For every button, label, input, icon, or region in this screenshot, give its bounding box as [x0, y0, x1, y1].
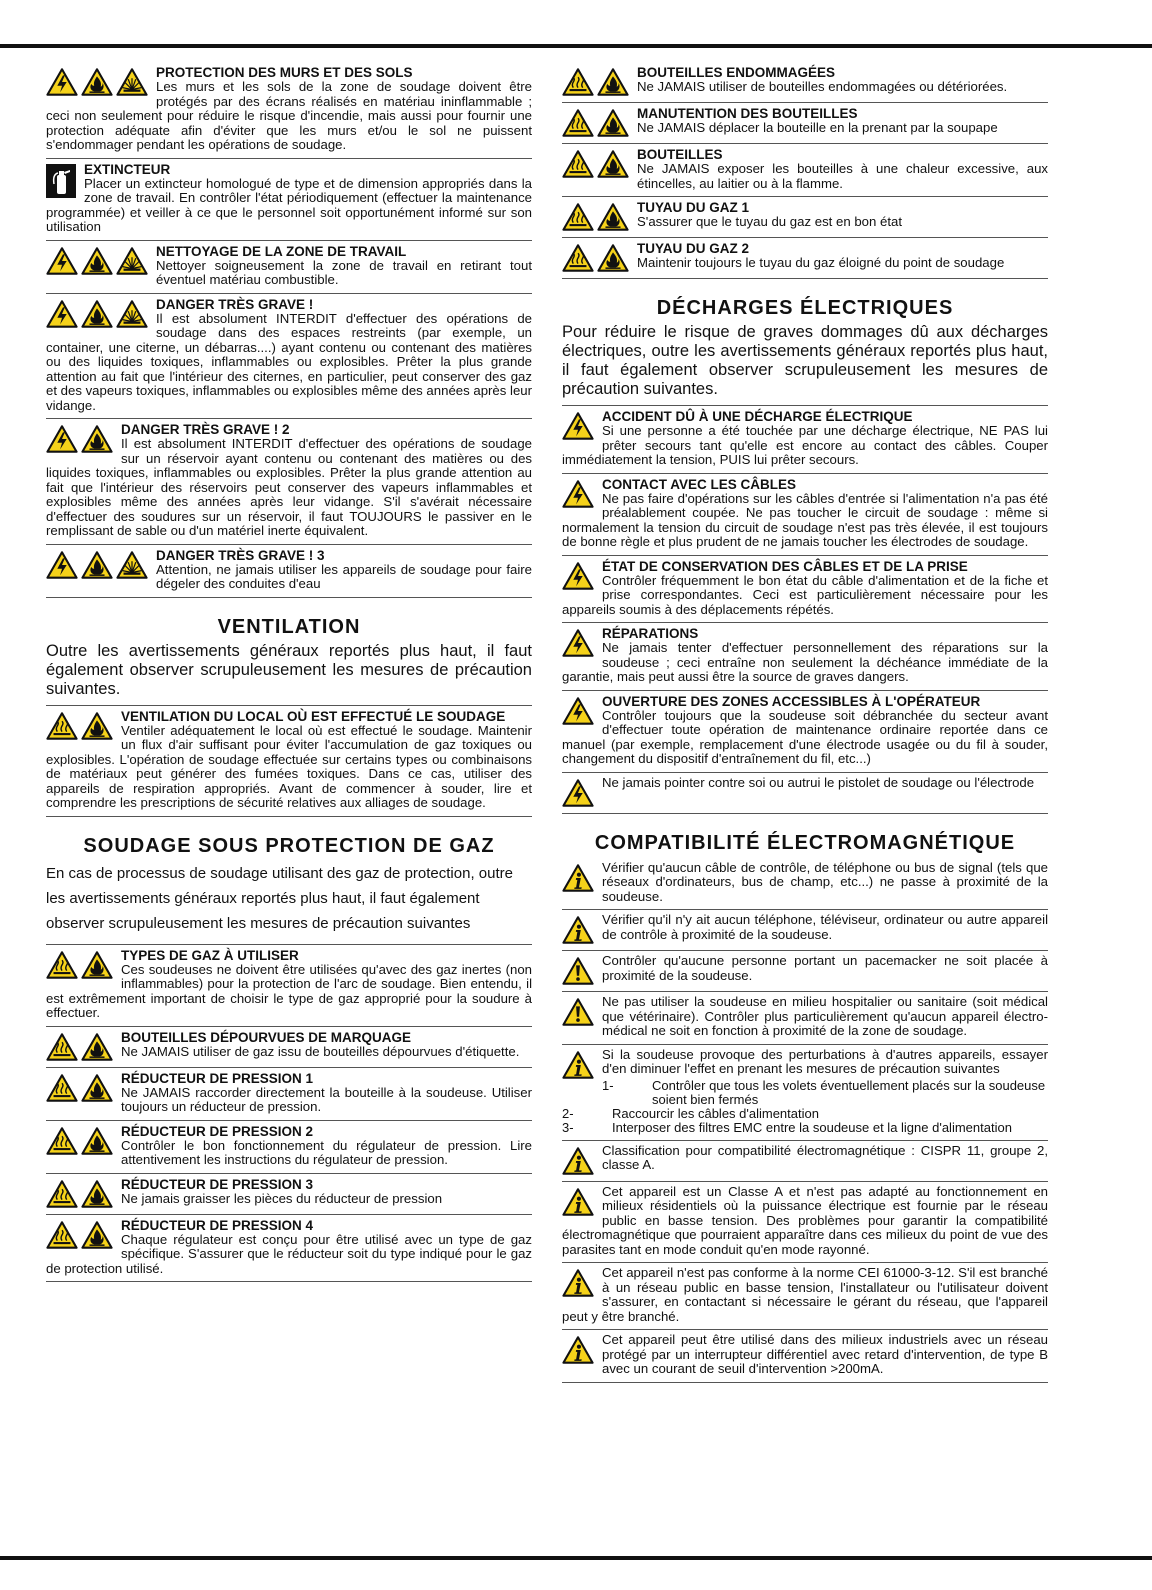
warning-title: RÉDUCTEUR DE PRESSION 3 — [121, 1176, 314, 1192]
warning-block — [562, 1045, 1048, 1141]
electric-hazard-icon — [46, 550, 78, 580]
warning-text: Cet appareil est un Classe A et n'est pas adapté au fonctionnement en milieux résidentiels où la puissance électrique est fournie par le réseau public en basse tension. Des problèmes pour garantir la compatibilité électromagnétique que pourraient apparaître dans ces milieux du point de vue des parasites tant en mode conduit qu'en mode rayonné. — [562, 1183, 1048, 1257]
list-item — [562, 1107, 1048, 1121]
warning-text: Contrôler fréquemment le bon état du câble d'alimentation et de la fiche et prise correspondantes. Ceci est particulièrement nécessaire pour les appareils soumis à des déplacements répétés. — [562, 572, 1048, 617]
warning-title: EXTINCTEUR — [84, 161, 171, 177]
fire-hazard-icon — [597, 202, 629, 232]
warning-icons — [562, 1146, 594, 1176]
list-item-text: Interposer des filtres EMC entre la soudeuse et la ligne d'alimentation — [612, 1119, 1012, 1135]
warning-text: Il est absolument INTERDIT d'effectuer des opérations de soudage sur un réservoir ayant contenu ou contenant des matières ou des liquides toxiques, inflammables ou explosibles. Prêter la plus grande attention au fait que l'intérieur des réservoirs peut conserver des vapeurs inflammables et explosibles même des années après leur vidange. S'il s'avérait nécessaire d'effectuer des soudures sur un réservoir, il faut TOUJOURS le passiver en le remplissant de sable ou d'un matériel inerte équivalent. — [46, 436, 532, 538]
warning-block — [46, 419, 532, 545]
warning-exclamation-icon — [562, 956, 594, 986]
warning-icons — [46, 711, 113, 741]
warning-icons — [46, 1179, 113, 1209]
warning-title: VENTILATION DU LOCAL OÙ EST EFFECTUÉ LE SOUDAGE — [121, 708, 506, 724]
warning-icons — [46, 1220, 113, 1250]
warning-icons — [46, 246, 148, 276]
hot-surface-icon — [46, 1032, 78, 1062]
section-heading: DÉCHARGES ÉLECTRIQUES — [656, 297, 954, 319]
warning-block — [46, 1121, 532, 1174]
warning-block — [562, 951, 1048, 992]
warning-text: Les murs et les sols de la zone de soudage doivent être protégés par des écrans réalisés en matériau ininflammable ; ceci non seulement pour réduire le risque d'incendie, mais aussi pour fournir une protection adéquate afin d'éviter que les murs et/ou le sol ne puissent s'endommager pendant les opérations de soudage. — [46, 79, 532, 152]
section-gap — [562, 814, 1048, 828]
section-heading: VENTILATION — [217, 615, 361, 638]
warning-text: Vérifier qu'il n'y ait aucun téléphone, téléviseur, ordinateur ou autre appareil de contrôle à proximité de la soudeuse. — [602, 912, 1048, 942]
section-intro: Outre les avertissements généraux reportés plus haut, il faut également observer scrupuleusement les mesures de précaution suivantes. — [46, 642, 532, 706]
warning-icons — [562, 997, 594, 1027]
fire-hazard-icon — [81, 711, 113, 741]
warning-title: PROTECTION DES MURS ET DES SOLS — [156, 65, 413, 80]
fire-hazard-icon — [597, 67, 629, 97]
warning-block — [46, 706, 532, 817]
warning-block — [562, 62, 1048, 103]
warning-text: Il est absolument INTERDIT d'effectuer des opérations de soudage dans des espaces restreints (par exemple, un container, une citerne, un débarras....) ayant contenu ou contenant des matières ou des liquides toxiques, inflammables ou explosibles. Prêter la plus grande attention au fait que l'intérieur des citernes, en particulier, peut conserver des gaz et des vapeurs toxiques, inflammables ou explosibles même des années après leur vidange. — [46, 310, 532, 413]
warning-title: DANGER TRÈS GRAVE ! — [156, 296, 314, 312]
warning-block — [562, 406, 1048, 474]
fire-hazard-icon — [81, 1126, 113, 1156]
measures-list — [562, 1079, 1048, 1135]
warning-icons — [46, 1073, 113, 1103]
warning-block — [46, 294, 532, 420]
warning-block — [46, 1215, 532, 1283]
warning-block — [562, 992, 1048, 1045]
section-gap — [46, 817, 532, 831]
electric-hazard-icon — [562, 696, 594, 726]
warning-icons — [46, 550, 148, 580]
electric-hazard-icon — [562, 628, 594, 658]
electric-hazard-icon — [46, 246, 78, 276]
hot-surface-icon — [46, 1220, 78, 1250]
warning-block — [562, 910, 1048, 951]
warning-title: BOUTEILLES — [637, 147, 723, 162]
warning-block — [562, 1182, 1048, 1264]
warning-title: TUYAU DU GAZ 2 — [637, 241, 750, 256]
electric-hazard-icon — [562, 561, 594, 591]
warning-icons — [562, 1187, 594, 1217]
warning-text: Placer un extincteur homologué de type et de dimension appropriés dans la zone de travail. En contrôler l'état périodiquement (effectuer la maintenance programmée) et veiller à ce que le personnel soit opportunément informé sur son utilisation — [46, 175, 532, 234]
electric-hazard-icon — [46, 67, 78, 97]
left-column — [46, 62, 532, 1282]
warning-text: Maintenir toujours le tuyau du gaz éloigné du point de soudage — [637, 255, 1005, 270]
warning-icons — [46, 1126, 113, 1156]
warning-text: Ne jamais pointer contre soi ou autrui le pistolet de soudage ou l'électrode — [602, 774, 1035, 790]
warning-title: NETTOYAGE DE LA ZONE DE TRAVAIL — [156, 243, 407, 259]
warning-text: Chaque régulateur est conçu pour être utilisé avec un type de gaz spécifique. S'assurer que le réducteur soit du type indiqué pour le gaz de protection utilisé. — [46, 1231, 532, 1276]
warning-block — [562, 1330, 1048, 1383]
warning-icons — [46, 299, 148, 329]
warning-block — [46, 62, 532, 159]
warning-block — [46, 1068, 532, 1121]
section-gap — [46, 598, 532, 612]
warning-text: Si la soudeuse provoque des perturbations à d'autres appareils, essayer d'en diminuer l'effet en prenant les mesures de précaution suivantes — [602, 1046, 1048, 1076]
fire-hazard-icon — [81, 299, 113, 329]
warning-title: TUYAU DU GAZ 1 — [637, 200, 750, 215]
explosion-hazard-icon — [116, 550, 148, 580]
fire-hazard-icon — [597, 243, 629, 273]
hot-surface-icon — [46, 1126, 78, 1156]
hot-surface-icon — [562, 108, 594, 138]
warning-block — [562, 144, 1048, 197]
warning-text: Ne JAMAIS exposer les bouteilles à une chaleur excessive, aux étincelles, au laitier ou à la flamme. — [637, 161, 1048, 191]
warning-title: RÉDUCTEUR DE PRESSION 2 — [121, 1123, 314, 1139]
fire-hazard-icon — [81, 1032, 113, 1062]
warning-text: Attention, ne jamais utiliser les appareils de soudage pour faire dégeler des conduites d'eau — [156, 561, 532, 591]
warning-icons — [562, 778, 594, 808]
fire-hazard-icon — [81, 950, 113, 980]
warning-icons — [562, 411, 594, 441]
electric-hazard-icon — [562, 479, 594, 509]
warning-block — [46, 1027, 532, 1068]
info-icon — [562, 1187, 594, 1217]
electric-hazard-icon — [562, 411, 594, 441]
warning-title: OUVERTURE DES ZONES ACCESSIBLES À L'OPÉRATEUR — [602, 693, 981, 709]
warning-icons — [46, 164, 76, 198]
warning-title: DANGER TRÈS GRAVE ! 2 — [121, 422, 290, 437]
warning-text: S'assurer que le tuyau du gaz est en bon état — [637, 214, 902, 229]
info-icon — [562, 863, 594, 893]
info-icon — [562, 915, 594, 945]
section-intro: Pour réduire le risque de graves dommages dû aux décharges électriques, outre les avertissements généraux reportés plus haut, il faut également observer scrupuleusement les mesures de précaution suivantes. — [562, 323, 1048, 406]
warning-block — [562, 773, 1048, 814]
warning-block — [562, 1263, 1048, 1330]
warning-icons — [562, 1268, 594, 1298]
list-item — [602, 1079, 1048, 1107]
warning-text: Ne jamais tenter d'effectuer personnellement des réparations sur la soudeuse ; ceci entraîne non seulement la déchéance immédiate de la garantie, mais peut aussi être la source de graves dangers. — [562, 640, 1048, 684]
warning-text: Ces soudeuses ne doivent être utilisées qu'avec des gaz inertes (non inflammables) pour la protection de l'arc de soudage. Bien entendu, il est extrêmement important de choisir le type de gaz approprié pour la soudure à effectuer. — [46, 961, 532, 1020]
electric-hazard-icon — [46, 424, 78, 454]
warning-icons — [562, 243, 629, 273]
hot-surface-icon — [46, 711, 78, 741]
warning-block — [562, 474, 1048, 556]
hot-surface-icon — [46, 1179, 78, 1209]
warning-text: Classification pour compatibilité électromagnétique : CISPR 11, groupe 2, classe A. — [602, 1142, 1048, 1172]
warning-title: MANUTENTION DES BOUTEILLES — [637, 106, 858, 121]
warning-icons — [562, 1335, 594, 1365]
warning-block — [562, 556, 1048, 624]
warning-title: BOUTEILLES ENDOMMAGÉES — [637, 65, 836, 80]
warning-text: Ne jamais graisser les pièces du réducteur de pression — [121, 1190, 443, 1206]
warning-icons — [46, 424, 113, 454]
warning-title: RÉDUCTEUR DE PRESSION 1 — [121, 1070, 314, 1086]
hot-surface-icon — [46, 950, 78, 980]
fire-hazard-icon — [81, 67, 113, 97]
warning-icons — [562, 202, 629, 232]
fire-hazard-icon — [81, 1179, 113, 1209]
fire-extinguisher-icon — [46, 164, 76, 198]
warning-block — [562, 103, 1048, 144]
list-item-number: 2- — [562, 1105, 574, 1121]
info-icon — [562, 1050, 594, 1080]
warning-icons — [562, 561, 594, 591]
info-icon — [562, 1335, 594, 1365]
warning-title: DANGER TRÈS GRAVE ! 3 — [156, 547, 325, 563]
warning-text: Nettoyer soigneusement la zone de travail en retirant tout éventuel matériau combustible. — [156, 257, 532, 287]
warning-block — [46, 545, 532, 598]
fire-hazard-icon — [81, 1073, 113, 1103]
warning-icons — [562, 628, 594, 658]
section-intro: En cas de processus de soudage utilisant des gaz de protection, outre les avertissements généraux reportés plus haut, il faut également observer scrupuleusement les mesures de précaution suivantes — [46, 861, 532, 945]
warning-block — [46, 1174, 532, 1215]
fire-hazard-icon — [597, 108, 629, 138]
warning-text: Si une personne a été touchée par une décharge électrique, NE PAS lui prêter secours tant qu'elle est encore au contact des câbles. Couper immédiatement la tension, PUIS lui prêter secours. — [562, 423, 1048, 467]
warning-icons — [562, 696, 594, 726]
warning-icons — [562, 108, 629, 138]
warning-title: CONTACT AVEC LES CÂBLES — [602, 476, 797, 492]
top-rule — [0, 44, 1152, 48]
warning-title: TYPES DE GAZ À UTILISER — [121, 947, 299, 963]
warning-icons — [562, 149, 629, 179]
warning-text: Cet appareil peut être utilisé dans des milieux industriels avec un réseau protégé par un interrupteur différentiel avec retard d'intervention, de type B avec un courant de seuil d'intervention >200mA. — [602, 1332, 1048, 1376]
fire-hazard-icon — [81, 550, 113, 580]
explosion-hazard-icon — [116, 299, 148, 329]
warning-text: Ne JAMAIS utiliser de gaz issu de bouteilles dépourvues d'étiquette. — [121, 1043, 520, 1059]
warning-block — [562, 238, 1048, 279]
warning-text: Contrôler qu'aucune personne portant un pacemacker ne soit placée à proximité de la soudeuse. — [602, 953, 1048, 983]
bottom-rule — [0, 1556, 1152, 1560]
section-heading: SOUDAGE SOUS PROTECTION DE GAZ — [83, 834, 495, 857]
right-column — [562, 62, 1048, 1383]
electric-hazard-icon — [562, 778, 594, 808]
warning-icons — [562, 915, 594, 945]
warning-text: Vérifier qu'aucun câble de contrôle, de téléphone ou bus de signal (tels que réseaux d'ordinateurs, bus de champ, etc...) ne passe à proximité de la soudeuse. — [602, 859, 1048, 904]
fire-hazard-icon — [597, 149, 629, 179]
warning-text: Ne JAMAIS raccorder directement la bouteille à la soudeuse. Utiliser toujours un réducteur de pression. — [121, 1084, 532, 1114]
warning-text: Ne pas utiliser la soudeuse en milieu hospitalier ou sanitaire (soit médical que vétérinaire). Contrôler plus particulièrement qu'aucun appareil électro-médical ne soit en fonction à proximité de la zone de soudage. — [602, 994, 1048, 1038]
warning-icons — [562, 956, 594, 986]
warning-exclamation-icon — [562, 997, 594, 1027]
warning-block — [46, 241, 532, 294]
info-icon — [562, 1146, 594, 1176]
warning-text: Cet appareil n'est pas conforme à la norme CEI 61000-3-12. S'il est branché à un réseau public en basse tension, l'installateur ou l'utilisateur doivent s'assurer, en contactant si nécessaire le gérant du réseau, que l'appareil peut y être branché. — [562, 1265, 1048, 1324]
hot-surface-icon — [46, 1073, 78, 1103]
warning-title: RÉPARATIONS — [602, 626, 699, 641]
warning-text: Ne JAMAIS déplacer la bouteille en la prenant par la soupape — [637, 120, 998, 135]
warning-title: ACCIDENT DÛ À UNE DÉCHARGE ÉLECTRIQUE — [602, 409, 913, 424]
warning-icons — [46, 950, 113, 980]
warning-icons — [562, 67, 629, 97]
list-item-number: 1- — [602, 1077, 614, 1093]
warning-icons — [562, 1050, 594, 1080]
fire-hazard-icon — [81, 424, 113, 454]
fire-hazard-icon — [81, 1220, 113, 1250]
warning-title: RÉDUCTEUR DE PRESSION 4 — [121, 1217, 314, 1233]
info-icon — [562, 1268, 594, 1298]
hot-surface-icon — [562, 243, 594, 273]
warning-text: Ne JAMAIS utiliser de bouteilles endommagées ou détériorées. — [637, 79, 1008, 94]
hot-surface-icon — [562, 67, 594, 97]
explosion-hazard-icon — [116, 67, 148, 97]
warning-icons — [562, 479, 594, 509]
warning-title: ÉTAT DE CONSERVATION DES CÂBLES ET DE LA PRISE — [602, 558, 968, 574]
list-item-text: Contrôler que tous les volets éventuellement placés sur la soudeuse soient bien fermés — [652, 1077, 1046, 1107]
list-item — [562, 1121, 1048, 1135]
fire-hazard-icon — [81, 246, 113, 276]
warning-block — [562, 623, 1048, 691]
section-heading: COMPATIBILITÉ ÉLECTROMAGNÉTIQUE — [594, 831, 1016, 854]
warning-block — [562, 197, 1048, 238]
hot-surface-icon — [562, 149, 594, 179]
list-item-text: Raccourcir les câbles d'alimentation — [612, 1105, 819, 1121]
warning-block — [562, 858, 1048, 911]
section-gap — [562, 279, 1048, 293]
warning-icons — [46, 67, 148, 97]
warning-text: Contrôler toujours que la soudeuse soit débranchée du secteur avant d'effectuer toute opération de maintenance ordinaire reportée dans ce manuel (par exemple, remplacement d'une électrode usagée ou du fil à souder, changement du dispositif d'entraînement du fil, etc...) — [562, 707, 1048, 766]
list-item-number: 3- — [562, 1119, 574, 1135]
explosion-hazard-icon — [116, 246, 148, 276]
warning-block — [562, 1141, 1048, 1182]
warning-text: Ventiler adéquatement le local où est effectué le soudage. Maintenir un flux d'air suffisant pour éviter l'accumulation de gaz toxiques ou explosibles. L'opération de soudage effectuée sur certains types ou combinaisons de matériaux peut générer des fumées toxiques. Dans ce cas, utiliser des appareils de respiration appropriés. Avant de commencer à souder, lire et comprendre les prescriptions de sécurité relatives aux alliages de soudage. — [46, 722, 532, 810]
warning-block — [562, 691, 1048, 773]
warning-block — [46, 945, 532, 1027]
warning-icons — [46, 1032, 113, 1062]
warning-icons — [562, 863, 594, 893]
warning-text: Ne pas faire d'opérations sur les câbles d'entrée si l'alimentation n'a pas été préalablement coupée. Ne pas toucher le circuit de soudage : même si normalement la tension du circuit de soudage n'est pas très élevée, il est toujours de bonne règle et plus prudent de ne jamais toucher les électrodes de soudage. — [562, 490, 1048, 549]
hot-surface-icon — [562, 202, 594, 232]
warning-title: BOUTEILLES DÉPOURVUES DE MARQUAGE — [121, 1029, 412, 1045]
warning-text: Contrôler le bon fonctionnement du régulateur de pression. Lire attentivement les instructions du régulateur de pression. — [121, 1137, 532, 1167]
warning-block — [46, 159, 532, 241]
electric-hazard-icon — [46, 299, 78, 329]
